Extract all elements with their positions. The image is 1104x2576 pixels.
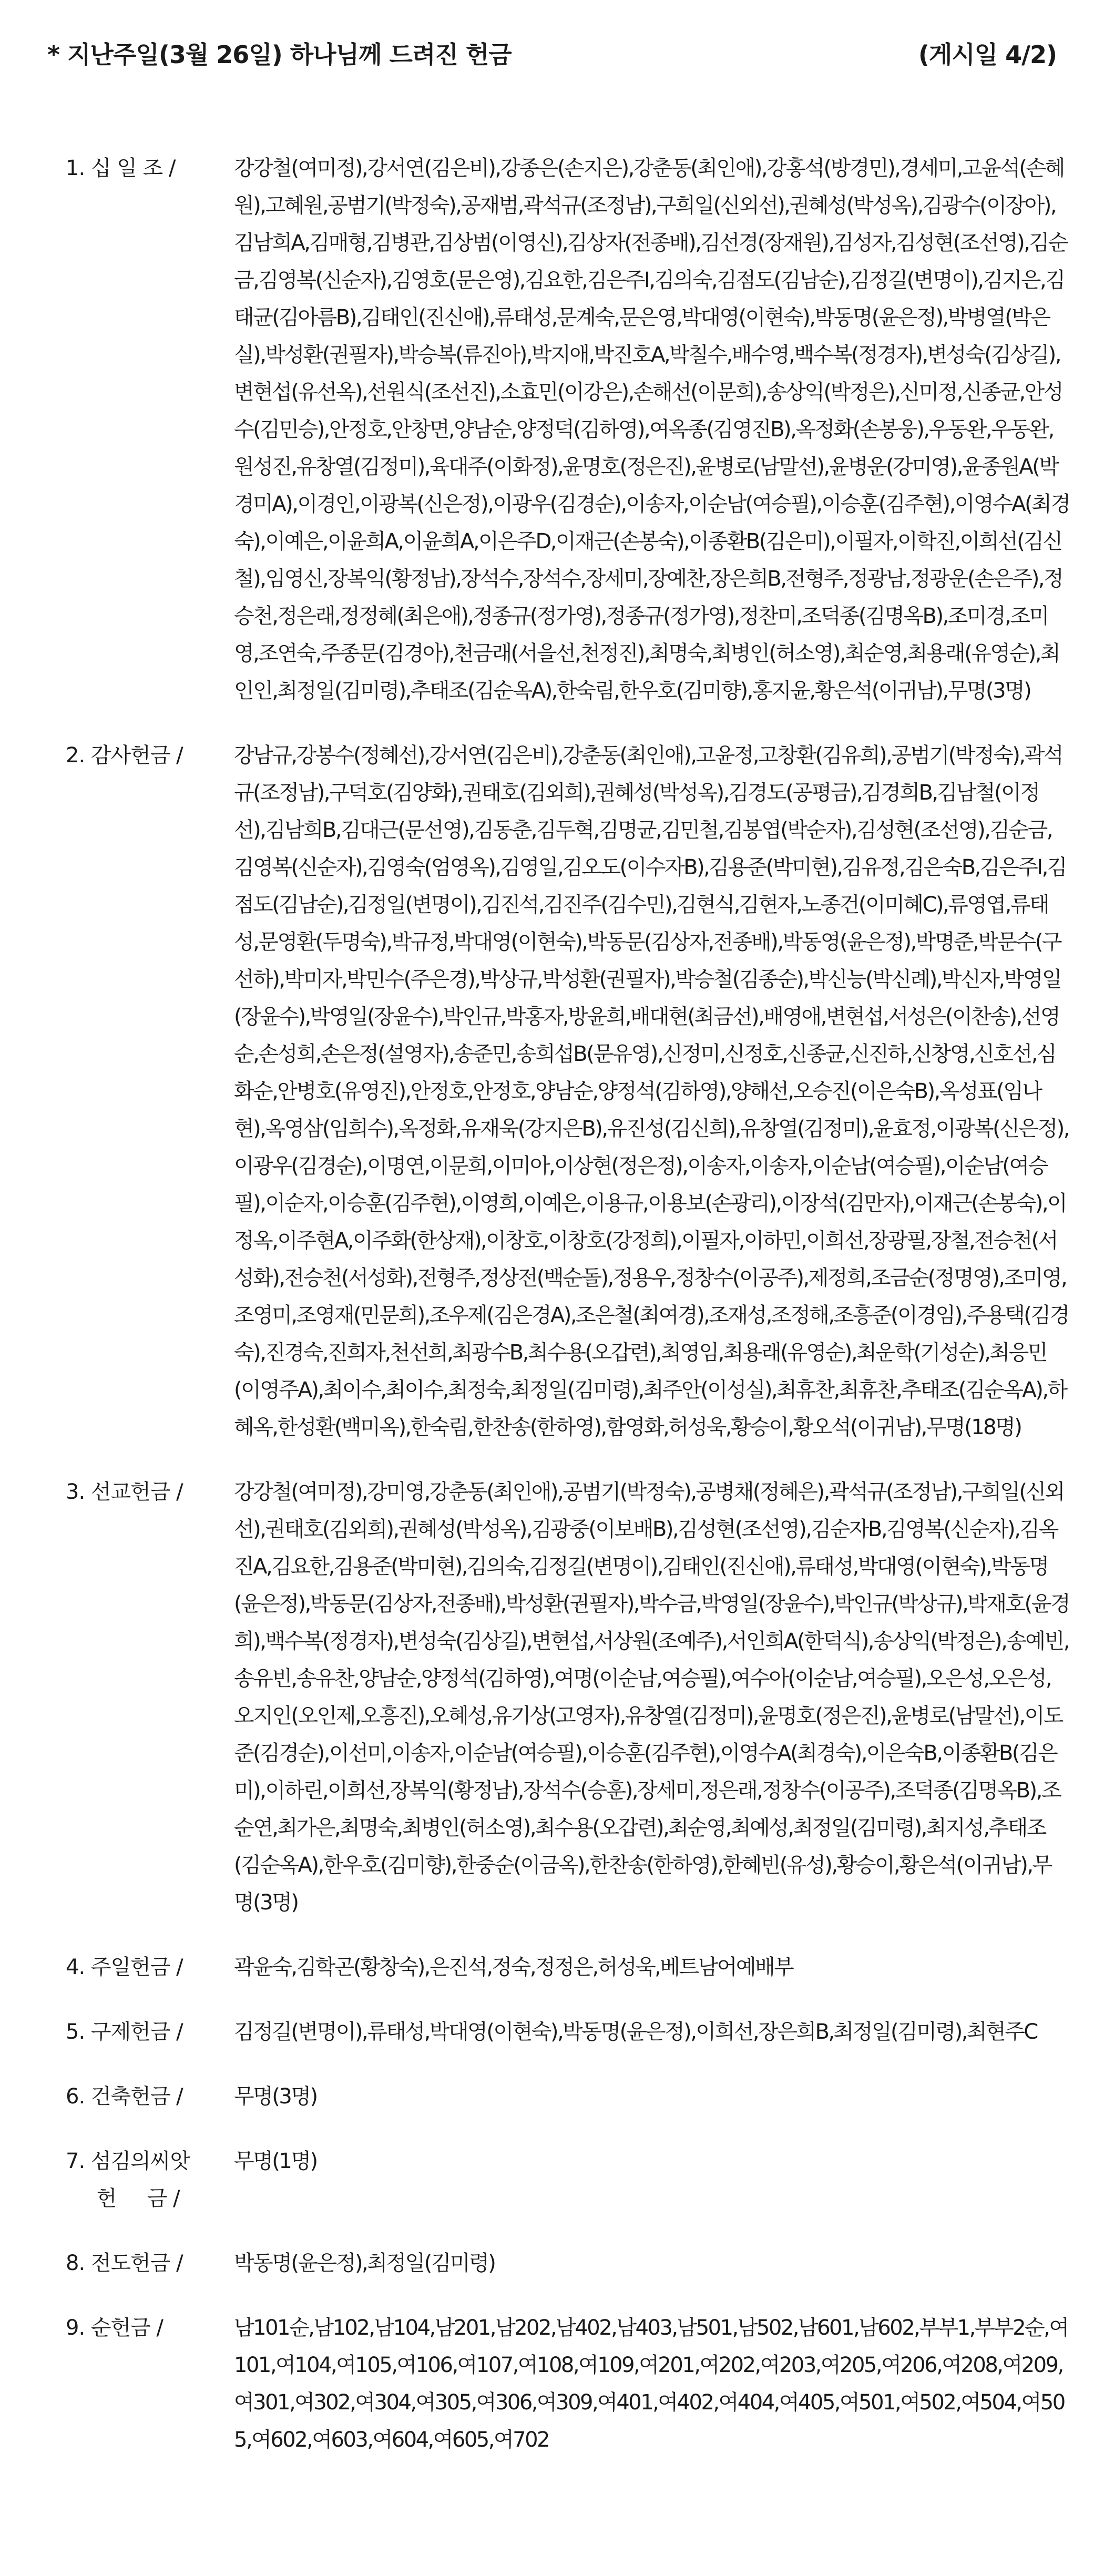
section-label: 5. 구제헌금 / (66, 2020, 183, 2044)
section-donor-list: 김정길(변명이),류태성,박대영(이현숙),박동명(윤은정),이희선,장은희B,최정일(김미령),최현주C (234, 2020, 1037, 2044)
section-donor-list: 강강철(여미정),강서연(김은비),강종은(손지은),강춘동(최인애),강홍석(방경민),경세미,고윤석(손혜원),고혜원,공범기(박정숙),공재범,곽석규(조정남),구희일(신외선),권혜성(박성옥),김광수(이장아),김남희A,김매형,김병관,김상범(이영신),김상자(전종배),김선경(장재원),김성자,김성현(조선영),김순금,김영복(신순자),김영호(문은영),김요한,김은주I,김의숙,김점도(김남순),김정길(변명이),김지은,김태균(김아름B),김태인(진신애),류태성,문계숙,문은영,박대영(이현숙),박동명(윤은정),박병열(박은실),박성환(권필자),박승복(류진아),박지애,박진호A,박칠수,배수영,백수복(정경자),변성숙(김상길),변현섭(유선옥),선원식(조선진),소효민(이강은),손해선(이문희),송상익(박정은),신미정,신종균,안성수(김민승),안정호,안창면,양남순,양정덕(김하영),여옥종(김영진B),옥정화(손봉웅),우동완,우동완,원성진,유창열(김정미),육대주(이화정),윤명호(정은진),윤병로(남말선),윤병운(강미영),윤종원A(박경미A),이경인,이광복(신은정),이광우(김경순),이송자,이순남(여승필),이승훈(김주현),이영수A(최경숙),이예은,이윤희A,이윤희A,이은주D,이재근(손봉숙),이종환B(김은미),이필자,이학진,이희선(김신철),임영신,장복익(황정남),장석수,장석수,장세미,장예찬,장은희B,전형주,정광남,정광운(손은주),정승천,정은래,정정혜(최은애),정종규(정가영),정종규(정가영),정찬미,조덕종(김명옥B),조미경,조미영,조연숙,주종문(김경아),천금래(서을선,천정진),최명숙,최병인(허소영),최순영,최용래(유영순),최인인,최정일(김미령),추태조(김순옥A),한숙림,한우호(김미향),홍지윤,황은석(이귀남),무명(3명) (234, 156, 1070, 703)
section-mission-offering (66, 1474, 1070, 1921)
section-donor-list: 강남규,강봉수(정혜선),강서연(김은비),강춘동(최인애),고윤정,고창환(김유희),공범기(박정숙),곽석규(조정남),구덕호(김양화),권태호(김외희),권혜성(박성옥),김경도(공평금),김경희B,김남철(이정선),김남희B,김대근(문선영),김동춘,김두혁,김명균,김민철,김봉엽(박순자),김성현(조선영),김순금,김영복(신순자),김영숙(엄영옥),김영일,김오도(이수자B),김용준(박미현),김유정,김은숙B,김은주I,김점도(김남순),김정일(변명이),김진석,김진주(김수민),김현식,김현자,노종건(이미혜C),류영엽,류태성,문영환(두명숙),박규정,박대영(이현숙),박동문(김상자,전종배),박동영(윤은정),박명준,박문수(구선하),박미자,박민수(주은경),박상규,박성환(권필자),박승철(김종순),박신능(박신례),박신자,박영일(장윤수),박영일(장윤수),박인규,박홍자,방윤희,배대현(최금선),배영애,변현섭,서성은(이찬송),선영순,손성희,손은정(설영자),송준민,송희섭B(문유영),신정미,신정호,신종균,신진하,신창영,신호선,심화순,안병호(유영진),안정호,안정호,양남순,양정석(김하영),양해선,오승진(이은숙B),옥성표(임나현),옥영삼(임희수),옥정화,유재욱(강지은B),유진성(김신희),유창열(김정미),윤효정,이광복(신은정),이광우(김경순),이명연,이문희,이미아,이상현(정은정),이송자,이송자,이순남(여승필),이순남(여승필),이순자,이승훈(김주현),이영희,이예은,이용규,이용보(손광리),이장석(김만자),이재근(손봉숙),이정옥,이주현A,이주화(한상재),이창호,이창호(강정희),이필자,이하민,이희선,장광필,장철,전승천(서성화),전승천(서성화),전형주,정상전(백순돌),정용우,정창수(이공주),제정희,조금순(정명영),조미영,조영미,조영재(민문희),조우제(김은경A),조은철(최여경),조재성,조정해,조흥준(이경임),주용택(김경숙),진경숙,진희자,천선희,최광수B,최수용(오갑련),최영임,최용래(유영순),최운학(기성순),최응민(이영주A),최이수,최이수,최정숙,최정일(김미령),최주안(이성실),최휴찬,최휴찬,추태조(김순옥A),하혜옥,한성환(백미옥),한숙림,한찬송(한하영),함영화,허성욱,황승이,황오석(이귀남),무명(18명) (234, 743, 1069, 1439)
section-sunday-offering (66, 1949, 1070, 1986)
section-label: 7. 섬김의씨앗 헌 금 / (66, 2149, 190, 2211)
section-label: 1. 십 일 조 / (66, 156, 176, 180)
section-donor-list: 남101순,남102,남104,남201,남202,남402,남403,남501,남502,남601,남602,부부1,부부2순,여101,여104,여105,여106,여107,여108,여109,여201,여202,여203,여205,여206,여208,여209,여301,여302,여304,여305,여306,여309,여401,여402,여404,여405,여501,여502,여504,여505,여602,여603,여604,여605,여702 (234, 2316, 1068, 2452)
section-cell-group-offering (66, 2309, 1070, 2459)
section-label: 8. 전도헌금 / (66, 2251, 183, 2275)
offering-list (66, 150, 1070, 2486)
section-label: 9. 순헌금 / (66, 2316, 163, 2340)
section-label: 4. 주일헌금 / (66, 1955, 183, 1979)
section-evangelism-offering (66, 2245, 1070, 2282)
section-donor-list: 곽윤숙,김학곤(황창숙),은진석,정숙,정정은,허성욱,베트남어예배부 (234, 1955, 793, 1979)
section-label: 2. 감사헌금 / (66, 743, 183, 768)
section-donor-list: 박동명(윤은정),최정일(김미령) (234, 2251, 495, 2275)
page-header (47, 36, 1057, 78)
section-donor-list: 무명(3명) (234, 2084, 317, 2109)
section-relief-offering (66, 2013, 1070, 2051)
section-donor-list: 강강철(여미정),강미영,강춘동(최인애),공범기(박정숙),공병채(정혜은),곽석규(조정남),구희일(신외선),권태호(김외희),권혜성(박성옥),김광중(이보배B),김성현(조선영),김순자B,김영복(신순자),김옥진A,김요한,김용준(박미현),김의숙,김정길(변명이),김태인(진신애),류태성,박대영(이현숙),박동명(윤은정),박동문(김상자,전종배),박성환(권필자),박수금,박영일(장윤수),박인규(박상규),박재호(윤경희),백수복(정경자),변성숙(김상길),변현섭,서상원(조예주),서인희A(한덕식),송상익(박정은),송예빈,송유빈,송유찬,양남순,양정석(김하영),여명(이순남,여승필),여수아(이순남,여승필),오은성,오은성,오지인(오인제,오흥진),오혜성,유기상(고영자),유창열(김정미),윤명호(정은진),윤병로(남말선),이도준(김경순),이선미,이송자,이순남(여승필),이승훈(김주현),이영수A(최경숙),이은숙B,이종환B(김은미),이하린,이희선,장복익(황정남),장석수(승훈),장세미,정은래,정창수(이공주),조덕종(김명옥B),조순연,최가은,최명숙,최병인(허소영),최수용(오갑련),최순영,최예성,최정일(김미령),최지성,추태조(김순옥A),한우호(김미향),한중순(이금옥),한찬송(한하영),한혜빈(유성),황승이,황은석(이귀남),무명(3명) (234, 1480, 1069, 1915)
posting-date: (게시일 4/2) (918, 40, 1057, 69)
section-tithe (66, 150, 1070, 710)
section-seed-of-service-offering (66, 2143, 1070, 2217)
page-title: * 지난주일(3월 26일) 하나님께 드려진 헌금 (47, 40, 512, 69)
section-building-offering (66, 2078, 1070, 2115)
section-label: 3. 선교헌금 / (66, 1480, 183, 1504)
section-thanksgiving-offering (66, 737, 1070, 1446)
section-label: 6. 건축헌금 / (66, 2084, 183, 2109)
section-donor-list: 무명(1명) (234, 2149, 317, 2173)
